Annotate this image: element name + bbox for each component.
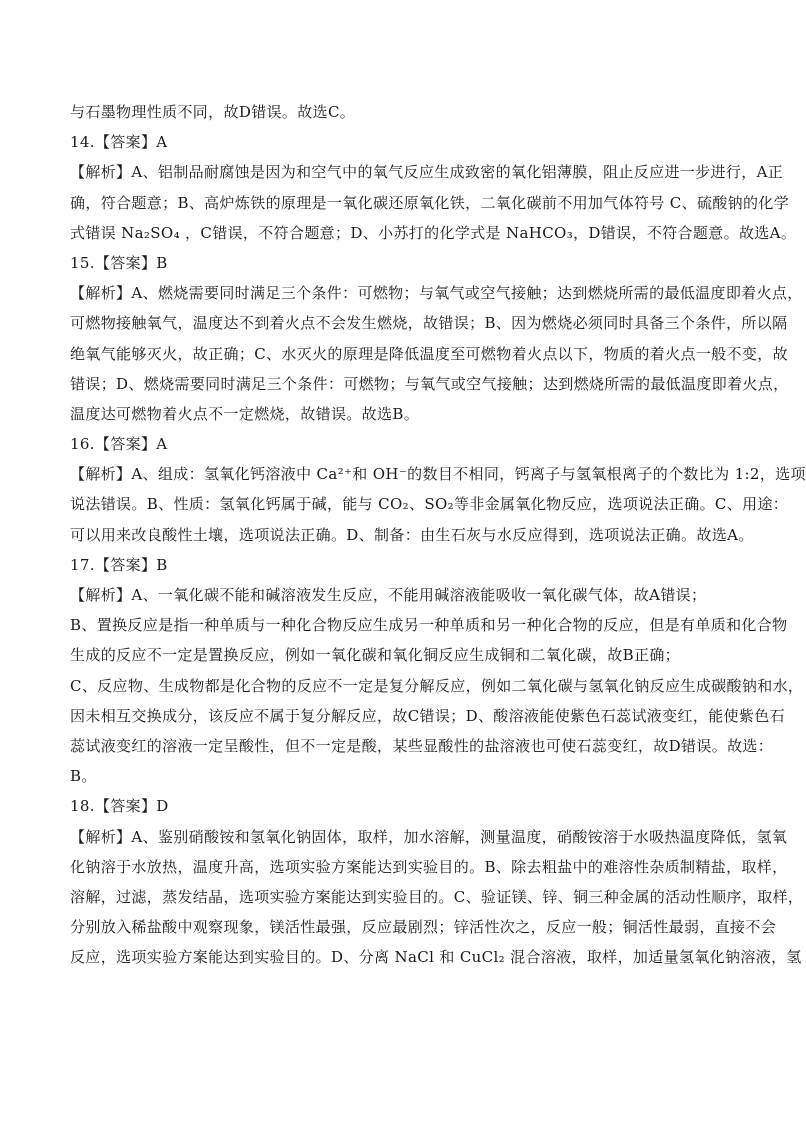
- text-line: 分别放入稀盐酸中观察现象，镁活性最强，反应最剧烈；锌活性次之，反应一般；铜活性最弱，直接不会: [70, 918, 777, 937]
- text-line: 【解析】A、铝制品耐腐蚀是因为和空气中的氧气反应生成致密的氧化铝薄膜，阻止反应进一步进行，A正: [70, 163, 784, 182]
- text-line: 温度达可燃物着火点不一定燃烧，故错误。故选B。: [70, 404, 420, 423]
- text-line: B。: [70, 767, 97, 786]
- answer-heading-16: 16.【答案】A: [70, 435, 168, 454]
- text-line: 可燃物接触氧气，温度达不到着火点不会发生燃烧，故错误；B、因为燃烧必须同时具备三个条件，所以隔: [70, 314, 788, 333]
- text-line: 【解析】A、鉴别硝酸铵和氢氧化钠固体，取样，加水溶解，测量温度，硝酸铵溶于水吸热温度降低，氢氧: [70, 827, 788, 846]
- text-line: 可以用来改良酸性土壤，选项说法正确。D、制备：由生石灰与水反应得到，选项说法正确。故选A。: [70, 525, 754, 544]
- text-line: 因未相互交换成分，该反应不属于复分解反应，故C错误；D、酸溶液能使紫色石蕊试液变红，能使紫色石: [70, 706, 785, 725]
- text-line: 绝氧气能够灭火，故正确；C、水灭火的原理是降低温度至可燃物着火点以下，物质的着火点一般不变，故: [70, 344, 788, 363]
- text-line: 【解析】A、组成：氢氧化钙溶液中 Ca²⁺和 OH⁻的数目不相同，钙离子与氢氧根离子的个数比为 1:2，选项: [70, 465, 806, 484]
- text-line: C、反应物、生成物都是化合物的反应不一定是复分解反应，例如二氧化碳与氢氧化钠反应生成碳酸钠和水，: [70, 676, 804, 695]
- text-line: B、置换反应是指一种单质与一种化合物反应生成另一种单质和另一种化合物的反应，但是有单质和化合物: [70, 616, 788, 635]
- text-line: 错误；D、燃烧需要同时满足三个条件：可燃物；与氧气或空气接触；达到燃烧所需的最低温度即着火点，: [70, 374, 789, 393]
- text-line: 蕊试液变红的溶液一定呈酸性，但不一定是酸，某些显酸性的盐溶液也可使石蕊变红，故D错误。故选：: [70, 736, 774, 755]
- text-line: 【解析】A、燃烧需要同时满足三个条件：可燃物；与氧气或空气接触；达到燃烧所需的最低温度即着火点，: [70, 284, 803, 303]
- text-line: 【解析】A、一氧化碳不能和碱溶液发生反应，不能用碱溶液能吸收一氧化碳气体，故A错误；: [70, 586, 707, 604]
- text-line: 说法错误。B、性质：氢氧化钙属于碱，能与 CO₂、SO₂等非金属氧化物反应，选项说法正确。C、用途：: [70, 495, 789, 514]
- document-body: [70, 97, 806, 972]
- text-line: 生成的反应不一定是置换反应，例如一氧化碳和氧化铜反应生成铜和二氧化碳，故B正确；: [70, 646, 681, 665]
- answer-heading-18: 18.【答案】D: [70, 797, 169, 816]
- text-line: 确，符合题意；B、高炉炼铁的原理是一氧化碳还原氧化铁，二氧化碳前不用加气体符号 C、硫酸钠的化学: [70, 193, 790, 212]
- text-line: 溶解，过滤，蒸发结晶，选项实验方案能达到实验目的。C、验证镁、锌、铜三种金属的活动性顺序，取样，: [70, 887, 804, 906]
- text-line: 与石墨物理性质不同，故D错误。故选C。: [70, 103, 356, 121]
- answer-heading-15: 15.【答案】B: [70, 253, 168, 272]
- answer-heading-14: 14.【答案】A: [70, 133, 168, 152]
- text-line: 反应，选项实验方案能达到实验目的。D、分离 NaCl 和 CuCl₂ 混合溶液，取样，加适量氢氧化钠溶液，氢: [70, 948, 802, 967]
- answer-heading-17: 17.【答案】B: [70, 555, 168, 574]
- text-line: 化钠溶于水放热，温度升高，选项实验方案能达到实验目的。B、除去粗盐中的难溶性杂质制精盐，取样，: [70, 857, 788, 876]
- text-line: 式错误 Na₂SO₄ ，C错误，不符合题意；D、小苏打的化学式是 NaHCO₃，D错误，不符合题意。故选A。: [70, 223, 797, 242]
